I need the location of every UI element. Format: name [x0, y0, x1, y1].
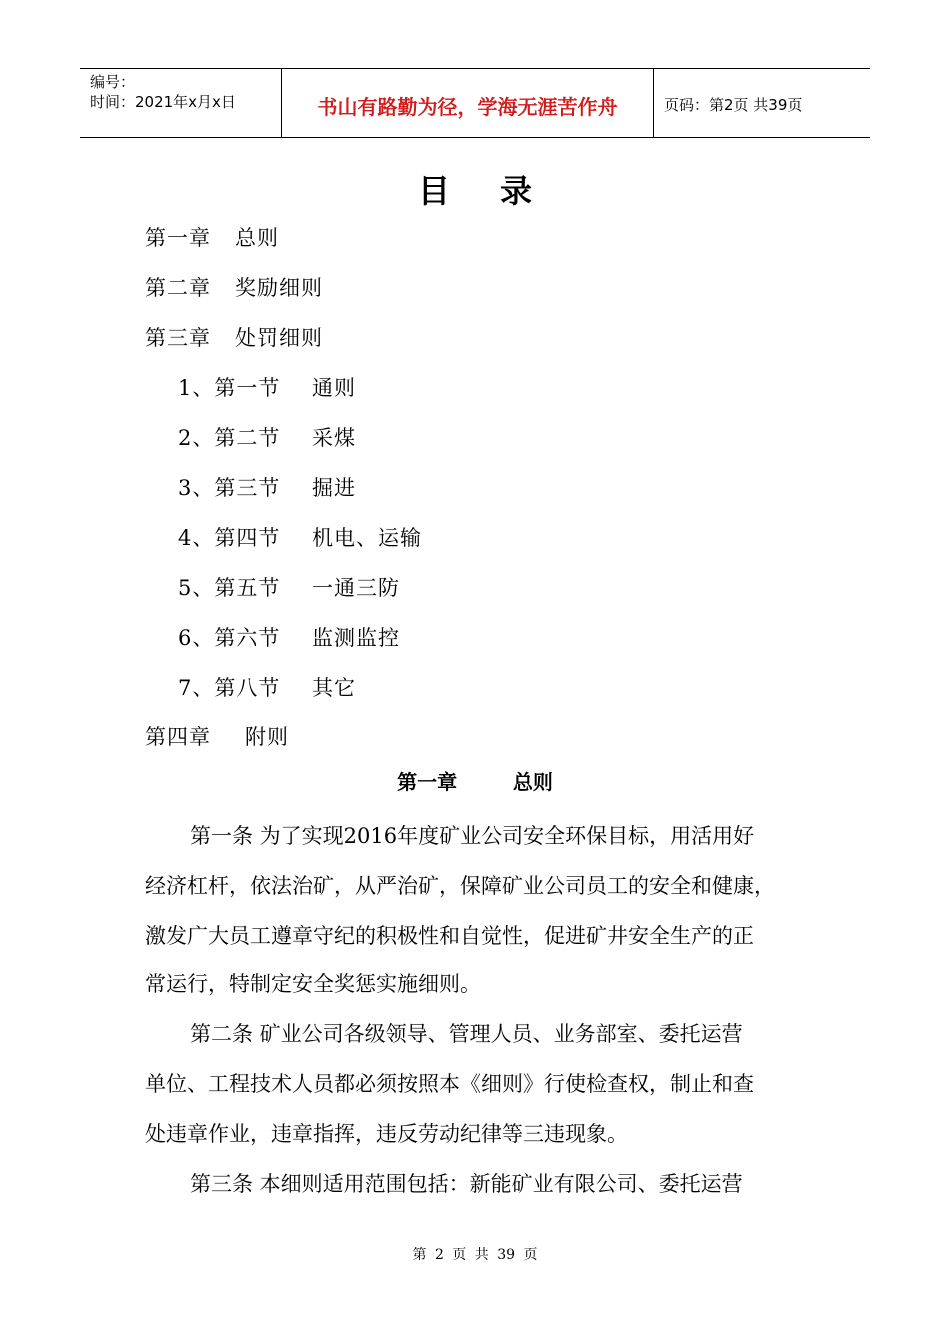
toc-item[interactable] — [178, 472, 356, 502]
toc-item[interactable] — [178, 372, 356, 402]
toc-item[interactable] — [178, 422, 356, 452]
toc-item[interactable] — [178, 522, 422, 552]
body-line: 激发广大员工遵章守纪的积极性和自觉性，促进矿井安全生产的正 — [145, 924, 754, 948]
toc-item-name: 附则 — [245, 725, 289, 749]
header-meta-cell — [80, 69, 282, 137]
toc-item-number: 1、第一节 — [178, 376, 281, 400]
body-line: 第一条 为了实现2016年度矿业公司安全环保目标，用活用好 — [190, 824, 755, 848]
toc-item[interactable] — [145, 222, 279, 252]
header-motto-cell — [282, 69, 654, 137]
toc-item-number: 7、第八节 — [178, 676, 281, 700]
toc-item[interactable] — [178, 572, 400, 602]
body-line: 处违章作业，违章指挥，违反劳动纪律等三违现象。 — [145, 1122, 628, 1146]
toc-item[interactable] — [178, 622, 400, 652]
page-footer: 第 2 页 共 39 页 — [412, 1247, 538, 1263]
toc-item-name: 机电、运输 — [312, 526, 422, 550]
toc-item-name: 监测监控 — [312, 626, 400, 650]
toc-item-number: 3、第三节 — [178, 476, 281, 500]
toc-item-name: 通则 — [312, 376, 356, 400]
toc-item[interactable] — [145, 721, 289, 751]
header-page-info: 页码：第2页 共39页 — [664, 96, 803, 114]
toc-item-number: 第二章 — [145, 276, 211, 300]
header-page-cell — [654, 69, 870, 137]
toc-item-name: 一通三防 — [312, 576, 400, 600]
toc-item[interactable] — [178, 672, 356, 702]
toc-item[interactable] — [145, 272, 323, 302]
body-line: 单位、工程技术人员都必须按照本《细则》行使检查权，制止和查 — [145, 1072, 754, 1096]
header-motto: 书山有路勤为径，学海无涯苦作舟 — [317, 95, 618, 119]
toc-item-name: 采煤 — [312, 426, 356, 450]
toc-item-name: 掘进 — [312, 476, 356, 500]
toc-item-name: 处罚细则 — [235, 326, 323, 350]
toc-item-number: 第四章 — [145, 725, 211, 749]
toc-item-number: 6、第六节 — [178, 626, 281, 650]
toc-item-number: 5、第五节 — [178, 576, 281, 600]
page-header — [80, 68, 870, 138]
chapter-heading: 第一章 总则 — [397, 770, 553, 794]
toc-item[interactable] — [145, 322, 323, 352]
toc-item-number: 第三章 — [145, 326, 211, 350]
toc-item-name: 奖励细则 — [235, 276, 323, 300]
body-line: 第三条 本细则适用范围包括：新能矿业有限公司、委托运营 — [190, 1172, 743, 1196]
toc-item-number: 第一章 — [145, 226, 211, 250]
body-line: 经济杠杆，依法治矿，从严治矿，保障矿业公司员工的安全和健康， — [145, 874, 775, 898]
toc-item-name: 其它 — [312, 676, 356, 700]
body-line: 常运行，特制定安全奖惩实施细则。 — [145, 972, 481, 996]
body-line: 第二条 矿业公司各级领导、管理人员、业务部室、委托运营 — [190, 1022, 743, 1046]
toc-item-name: 总则 — [235, 226, 279, 250]
document-time-label: 时间：2021年x月x日 — [90, 93, 236, 111]
toc-item-number: 4、第四节 — [178, 526, 281, 550]
toc-item-number: 2、第二节 — [178, 426, 281, 450]
toc-title: 目录 — [417, 172, 582, 210]
document-number-label: 编号： — [90, 73, 136, 91]
